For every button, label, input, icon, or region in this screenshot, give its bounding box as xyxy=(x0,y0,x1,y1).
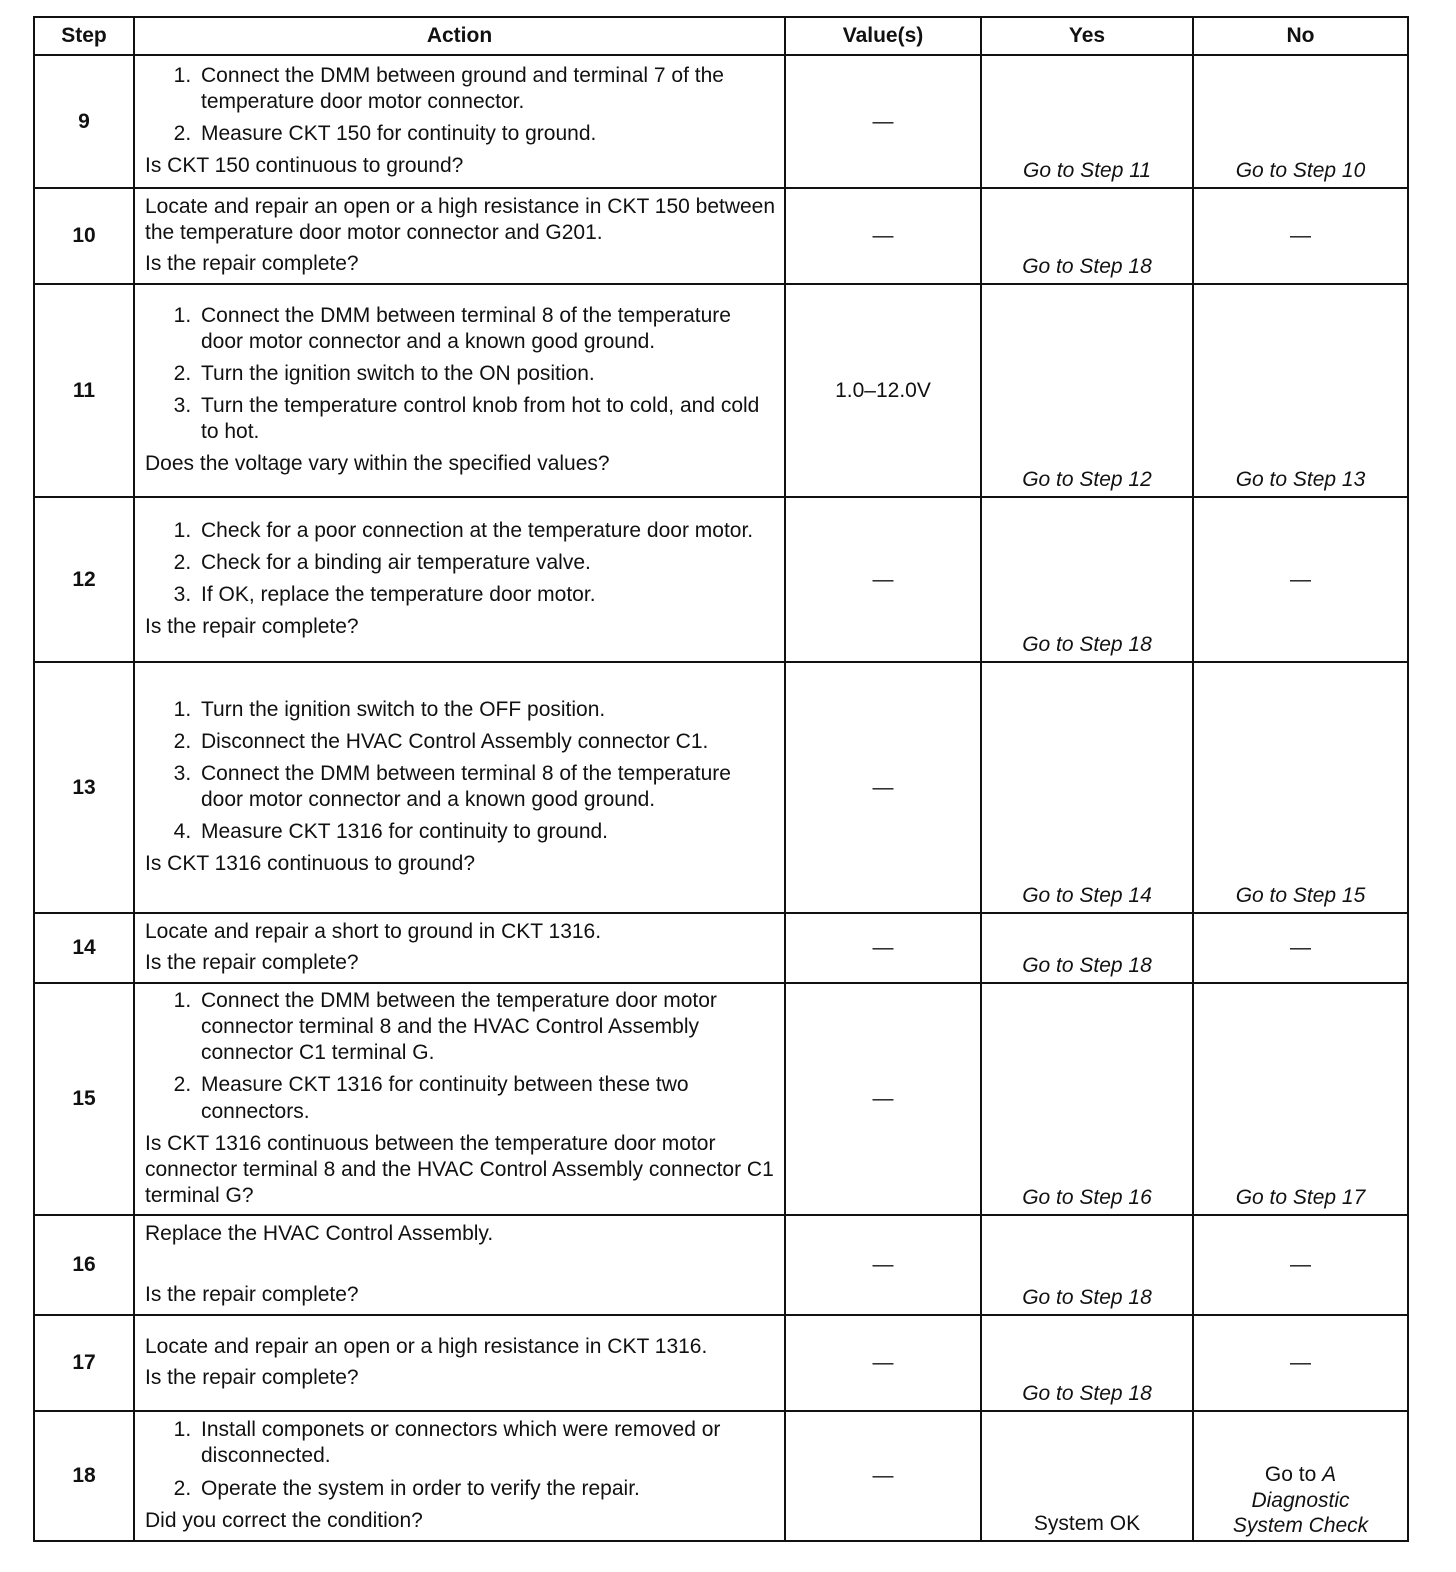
value-cell: — xyxy=(785,188,981,284)
step-number: 11 xyxy=(34,284,134,497)
value-cell: — xyxy=(785,497,981,662)
no-text-part: A xyxy=(1322,1463,1337,1487)
step-number: 12 xyxy=(34,497,134,662)
no-result-text: — xyxy=(1290,1351,1311,1374)
yes-result-text: Go to Step 18 xyxy=(1022,255,1152,278)
value-cell: — xyxy=(785,662,981,913)
value-cell: — xyxy=(785,913,981,983)
no-result xyxy=(1193,1411,1408,1541)
action-cell xyxy=(134,1315,785,1411)
table-row xyxy=(34,662,1408,913)
action-cell xyxy=(134,188,785,284)
action-question: Does the voltage vary within the specified values? xyxy=(145,452,610,476)
step-number: 13 xyxy=(34,662,134,913)
action-cell xyxy=(134,913,785,983)
value-cell: — xyxy=(785,983,981,1215)
table-row xyxy=(34,55,1408,188)
step-number: 14 xyxy=(34,913,134,983)
yes-result xyxy=(981,1315,1193,1411)
action-step: 1. Connect the DMM between the temperature door motor connector terminal 8 and the HVAC Control Assembly connector C1 terminal G. xyxy=(197,988,776,1066)
yes-result xyxy=(981,662,1193,913)
action-question: Did you correct the condition? xyxy=(145,1508,423,1532)
action-step: 3. If OK, replace the temperature door motor. xyxy=(197,582,776,608)
yes-result-text: Go to Step 18 xyxy=(1022,633,1152,656)
no-result-text: — xyxy=(1290,224,1311,247)
yes-result xyxy=(981,497,1193,662)
yes-result-text: Go to Step 18 xyxy=(1022,954,1152,977)
action-step: 1. Connect the DMM between terminal 8 of the temperature door motor connector and a known good ground. xyxy=(197,303,776,355)
action-cell xyxy=(134,497,785,662)
action-instruction: Locate and repair a short to ground in CKT 1316. xyxy=(145,920,602,944)
diagnostic-procedure-table xyxy=(33,16,1409,1542)
no-text-part: Diagnostic xyxy=(1251,1488,1350,1512)
action-cell xyxy=(134,55,785,188)
action-question: Is the repair complete? xyxy=(145,950,359,974)
yes-result xyxy=(981,1215,1193,1315)
action-question: Is the repair complete? xyxy=(145,251,359,275)
table-row xyxy=(34,1215,1408,1315)
step-number: 9 xyxy=(34,55,134,188)
header-action: Action xyxy=(134,17,785,55)
yes-result xyxy=(981,188,1193,284)
action-instruction: Replace the HVAC Control Assembly. xyxy=(145,1222,494,1246)
no-result-text: — xyxy=(1290,936,1311,959)
action-step: 2. Operate the system in order to verify the repair. xyxy=(197,1476,776,1502)
action-question: Is CKT 1316 continuous to ground? xyxy=(145,852,476,876)
action-step: 1. Turn the ignition switch to the OFF position. xyxy=(197,697,776,723)
yes-result xyxy=(981,1411,1193,1541)
yes-result xyxy=(981,913,1193,983)
no-result xyxy=(1193,913,1408,983)
yes-result xyxy=(981,55,1193,188)
table-body xyxy=(34,55,1408,1541)
action-question: Is the repair complete? xyxy=(145,1365,359,1389)
action-question: Is the repair complete? xyxy=(145,1282,359,1306)
step-number: 15 xyxy=(34,983,134,1215)
header-values: Value(s) xyxy=(785,17,981,55)
table-row xyxy=(34,497,1408,662)
no-result-text: — xyxy=(1290,1253,1311,1276)
action-steps-list xyxy=(145,63,776,147)
no-result xyxy=(1193,55,1408,188)
action-question: Is the repair complete? xyxy=(145,615,359,639)
no-result xyxy=(1193,1215,1408,1315)
value-cell: — xyxy=(785,1215,981,1315)
action-step: 2. Turn the ignition switch to the ON position. xyxy=(197,361,776,387)
table-row xyxy=(34,913,1408,983)
table-row xyxy=(34,1411,1408,1541)
no-result-text xyxy=(1194,1462,1407,1538)
no-result-text: Go to Step 10 xyxy=(1235,159,1366,182)
yes-result-text: Go to Step 16 xyxy=(1022,1186,1152,1209)
value-cell: — xyxy=(785,1411,981,1541)
action-steps-list xyxy=(145,988,776,1124)
no-result-text: Go to Step 17 xyxy=(1235,1186,1366,1209)
no-text-part: System Check xyxy=(1232,1513,1369,1537)
step-number: 10 xyxy=(34,188,134,284)
no-result xyxy=(1193,284,1408,497)
yes-result-text: Go to Step 18 xyxy=(1022,1382,1152,1405)
action-cell xyxy=(134,1215,785,1315)
yes-result-text: System OK xyxy=(1033,1512,1141,1535)
action-cell xyxy=(134,983,785,1215)
no-result-text: — xyxy=(1290,567,1311,591)
action-cell xyxy=(134,662,785,913)
yes-result-text: Go to Step 11 xyxy=(1022,159,1152,182)
step-number: 16 xyxy=(34,1215,134,1315)
value-cell: — xyxy=(785,1315,981,1411)
no-text-part: Go to xyxy=(1264,1463,1323,1487)
action-question: Is CKT 150 continuous to ground? xyxy=(145,154,464,178)
table-row xyxy=(34,284,1408,497)
no-result xyxy=(1193,1315,1408,1411)
value-cell: — xyxy=(785,55,981,188)
action-step: 2. Measure CKT 1316 for continuity between these two connectors. xyxy=(197,1072,776,1124)
table-header-row xyxy=(34,17,1408,55)
action-cell xyxy=(134,284,785,497)
yes-result xyxy=(981,284,1193,497)
action-step: 2. Check for a binding air temperature valve. xyxy=(197,550,776,576)
action-step: 2. Measure CKT 150 for continuity to ground. xyxy=(197,121,776,147)
header-step: Step xyxy=(34,17,134,55)
no-result xyxy=(1193,662,1408,913)
header-yes: Yes xyxy=(981,17,1193,55)
table-row xyxy=(34,188,1408,284)
step-number: 17 xyxy=(34,1315,134,1411)
no-result xyxy=(1193,983,1408,1215)
table-row xyxy=(34,1315,1408,1411)
action-step: 1. Connect the DMM between ground and terminal 7 of the temperature door motor connector. xyxy=(197,63,776,115)
no-result-text: Go to Step 15 xyxy=(1235,884,1366,907)
action-step: 1. Check for a poor connection at the temperature door motor. xyxy=(197,518,776,544)
yes-result-text: Go to Step 14 xyxy=(1022,884,1152,907)
value-cell: 1.0–12.0V xyxy=(785,284,981,497)
action-step: 3. Turn the temperature control knob from hot to cold, and cold to hot. xyxy=(197,393,776,445)
action-steps-list xyxy=(145,1417,776,1501)
action-step: 3. Connect the DMM between terminal 8 of the temperature door motor connector and a known good ground. xyxy=(197,761,776,813)
step-number: 18 xyxy=(34,1411,134,1541)
action-step: 4. Measure CKT 1316 for continuity to ground. xyxy=(197,819,776,845)
action-cell xyxy=(134,1411,785,1541)
action-step: 1. Install componets or connectors which were removed or disconnected. xyxy=(197,1417,776,1469)
no-result xyxy=(1193,497,1408,662)
action-step: 2. Disconnect the HVAC Control Assembly connector C1. xyxy=(197,729,776,755)
yes-result xyxy=(981,983,1193,1215)
no-result xyxy=(1193,188,1408,284)
yes-result-text: Go to Step 18 xyxy=(1022,1286,1152,1309)
action-steps-list xyxy=(145,518,776,608)
yes-result-text: Go to Step 12 xyxy=(1022,468,1152,491)
no-result-text: Go to Step 13 xyxy=(1235,468,1366,491)
action-steps-list xyxy=(145,303,776,445)
header-no: No xyxy=(1193,17,1408,55)
action-question: Is CKT 1316 continuous between the temperature door motor connector terminal 8 and the HVAC Control Assembly connector C1 terminal G? xyxy=(145,1131,774,1207)
action-steps-list xyxy=(145,697,776,845)
table-row xyxy=(34,983,1408,1215)
action-instruction: Locate and repair an open or a high resistance in CKT 1316. xyxy=(145,1335,708,1359)
action-instruction: Locate and repair an open or a high resistance in CKT 150 between the temperature door motor connector and G201. xyxy=(145,195,776,245)
